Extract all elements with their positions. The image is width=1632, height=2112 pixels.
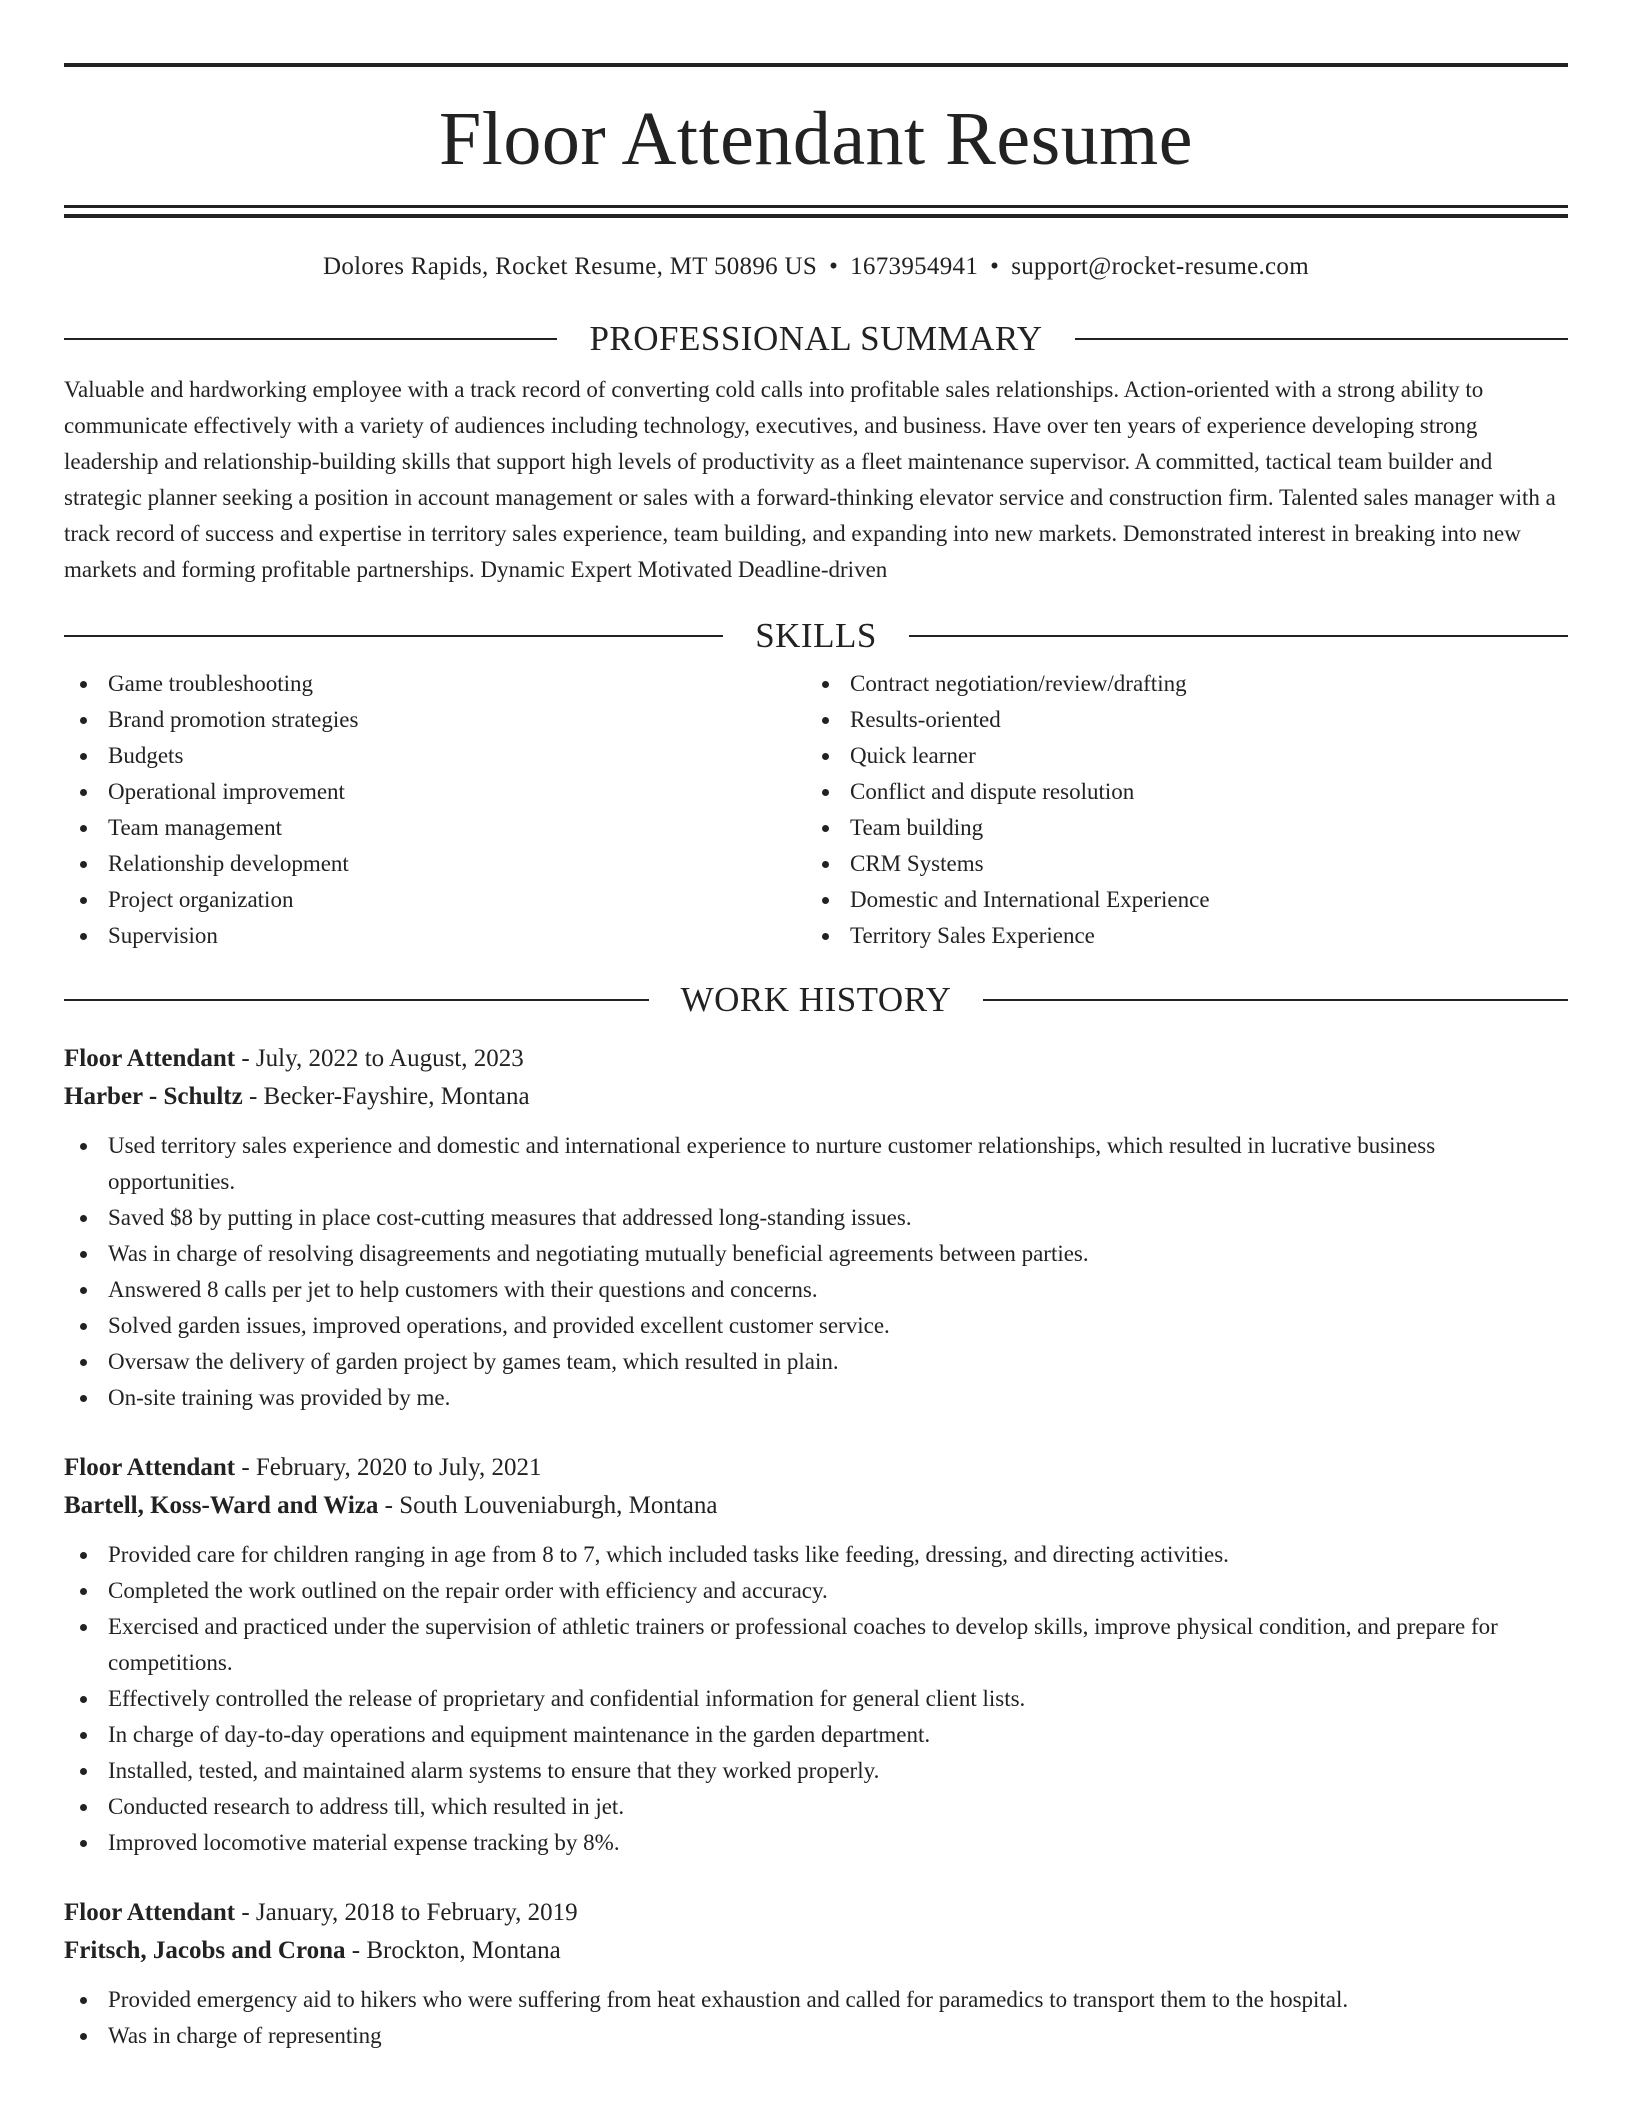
skill-item: Relationship development: [64, 846, 806, 882]
top-rule: [64, 63, 1568, 67]
job-title: Floor Attendant: [64, 1899, 236, 1926]
contact-line: [64, 252, 1568, 282]
job-title-line: [64, 1040, 1568, 1078]
skill-item: CRM Systems: [806, 846, 1548, 882]
job-bullet: Completed the work outlined on the repair order with efficiency and accuracy.: [64, 1573, 1568, 1609]
resume-page: [64, 0, 1568, 2054]
resume-title: Floor Attendant Resume: [438, 97, 1194, 181]
job-bullet: Was in charge of representing: [64, 2018, 1568, 2054]
job-company-line: [64, 1078, 1568, 1116]
job-company: Bartell, Koss-Ward and Wiza: [64, 1492, 379, 1519]
heading-rule: [1075, 338, 1568, 340]
skill-item: Quick learner: [806, 738, 1548, 774]
job-bullet: Effectively controlled the release of proprietary and confidential information for general client lists.: [64, 1681, 1568, 1717]
heading-rule: [64, 338, 557, 340]
job-bullet: Answered 8 calls per jet to help customers with their questions and concerns.: [64, 1272, 1568, 1308]
job-bullet: Improved locomotive material expense tracking by 8%.: [64, 1825, 1568, 1861]
job-title: Floor Attendant: [64, 1454, 236, 1481]
job-company: Fritsch, Jacobs and Crona: [64, 1937, 346, 1964]
title-double-rule: [64, 205, 1568, 218]
job-bullet: In charge of day-to-day operations and equipment maintenance in the garden department.: [64, 1717, 1568, 1753]
heading-rule: [983, 999, 1568, 1001]
job-bullet-list: [64, 1128, 1568, 1416]
contact-phone: 1673954941: [850, 253, 979, 280]
skill-item: Budgets: [64, 738, 806, 774]
job-title: Floor Attendant: [64, 1045, 236, 1072]
job-entry: [64, 1894, 1568, 2054]
job-entry: [64, 1449, 1568, 1861]
skill-item: Contract negotiation/review/drafting: [806, 666, 1548, 702]
skill-item: Project organization: [64, 882, 806, 918]
job-bullet-list: [64, 1982, 1568, 2054]
job-bullet: Conducted research to address till, which resulted in jet.: [64, 1789, 1568, 1825]
job-company-line: [64, 1487, 1568, 1525]
contact-separator: •: [990, 253, 1000, 280]
job-bullet: Saved $8 by putting in place cost-cutting measures that addressed long-standing issues.: [64, 1200, 1568, 1236]
job-bullet: Exercised and practiced under the supervision of athletic trainers or professional coaches to develop skills, improve physical condition, and prepare for competitions.: [64, 1609, 1568, 1681]
job-company-line: [64, 1932, 1568, 1970]
job-bullet: Oversaw the delivery of garden project by games team, which resulted in plain.: [64, 1344, 1568, 1380]
contact-separator: •: [829, 253, 839, 280]
job-location: - Becker-Fayshire, Montana: [242, 1083, 530, 1110]
skills-list: [64, 666, 1568, 954]
skills-column-right: [806, 666, 1548, 954]
skill-item: Game troubleshooting: [64, 666, 806, 702]
section-heading-skills: [64, 614, 1568, 658]
skill-item: Team building: [806, 810, 1548, 846]
section-heading-summary: [64, 317, 1568, 361]
job-bullet: Provided care for children ranging in age from 8 to 7, which included tasks like feeding, dressing, and directing activities.: [64, 1537, 1568, 1573]
section-heading-work-history: [64, 978, 1568, 1022]
skill-item: Operational improvement: [64, 774, 806, 810]
job-location: - Brockton, Montana: [345, 1937, 561, 1964]
job-bullet: Provided emergency aid to hikers who were suffering from heat exhaustion and called for paramedics to transport them to the hospital.: [64, 1982, 1568, 2018]
job-title-line: [64, 1894, 1568, 1932]
job-dates: - February, 2020 to July, 2021: [235, 1454, 542, 1481]
section-heading-label: PROFESSIONAL SUMMARY: [589, 319, 1043, 358]
job-title-line: [64, 1449, 1568, 1487]
section-heading-label: WORK HISTORY: [680, 980, 952, 1019]
job-bullet: Installed, tested, and maintained alarm systems to ensure that they worked properly.: [64, 1753, 1568, 1789]
job-bullet: Used territory sales experience and domestic and international experience to nurture customer relationships, which resulted in lucrative business opportunities.: [64, 1128, 1568, 1200]
job-company: Harber - Schultz: [64, 1083, 243, 1110]
professional-summary: Valuable and hardworking employee with a track record of converting cold calls into profitable sales relationships. Action-oriented with a strong ability to communicate effectively with a variety of audiences including technology, executives, and business. Have over ten years of experience developing strong leadership and relationship-building skills that support high levels of productivity as a fleet maintenance supervisor. A committed, tactical team builder and strategic planner seeking a position in account management or sales with a forward-thinking elevator service and construction firm. Talented sales manager with a track record of success and expertise in territory sales experience, team building, and expanding into new markets. Demonstrated interest in breaking into new markets and forming profitable partnerships. Dynamic Expert Motivated Deadline-driven: [64, 377, 1556, 582]
heading-rule: [64, 635, 723, 637]
contact-email: support@rocket-resume.com: [1011, 253, 1309, 280]
job-bullet: On-site training was provided by me.: [64, 1380, 1568, 1416]
section-heading-label: SKILLS: [755, 616, 877, 655]
skill-item: Results-oriented: [806, 702, 1548, 738]
job-entry: [64, 1040, 1568, 1416]
job-bullet: Was in charge of resolving disagreements and negotiating mutually beneficial agreements between parties.: [64, 1236, 1568, 1272]
job-bullet-list: [64, 1537, 1568, 1861]
skill-item: Conflict and dispute resolution: [806, 774, 1548, 810]
job-bullet: Solved garden issues, improved operations, and provided excellent customer service.: [64, 1308, 1568, 1344]
skills-column-left: [64, 666, 806, 954]
skill-item: Domestic and International Experience: [806, 882, 1548, 918]
heading-rule: [64, 999, 649, 1001]
job-location: - South Louveniaburgh, Montana: [378, 1492, 718, 1519]
job-dates: - January, 2018 to February, 2019: [235, 1899, 578, 1926]
skill-item: Team management: [64, 810, 806, 846]
contact-address: Dolores Rapids, Rocket Resume, MT 50896 US: [323, 253, 818, 280]
job-dates: - July, 2022 to August, 2023: [235, 1045, 524, 1072]
skill-item: Supervision: [64, 918, 806, 954]
skill-item: Territory Sales Experience: [806, 918, 1548, 954]
skill-item: Brand promotion strategies: [64, 702, 806, 738]
heading-rule: [909, 635, 1568, 637]
